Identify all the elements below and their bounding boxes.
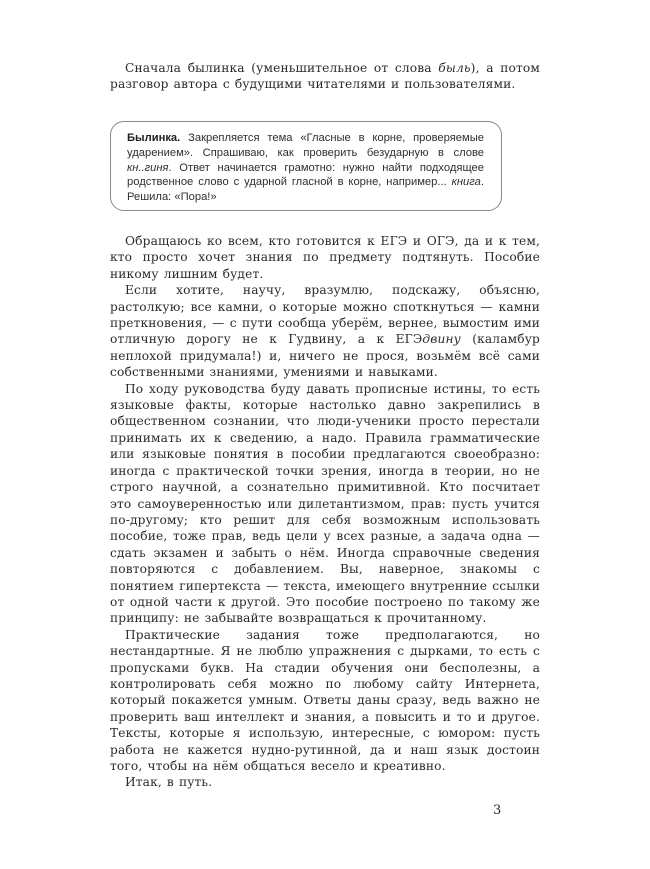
callout-italic-word: книга	[451, 176, 481, 189]
paragraph-2-text: (каламбур неплохой придумала!) и, ничего не прося, возьмём всё сами собственными знаниями, умениями и навыками.	[110, 332, 541, 380]
paragraph-5: Итак, в путь.	[125, 775, 213, 790]
paragraph-4: Практические задания тоже предполагаются, но нестандартные. Я не люблю упражнения с дырками, то есть с пропусками букв. На стадии обучения они бесполезны, а контролировать себя можно по любому сайту Интернета, который покажется умным. Ответы даны сразу, ведь важно не проверить ваш интеллект и знания, а повысить и то и другое. Тексты, которые я использую, интересные, с юмором: пусть работа не кажется нудно-рутинной, да и наш язык достоин того, чтобы на нём общаться весело и креативно.	[110, 627, 540, 773]
paragraph-2-text: Если хотите, научу, вразумлю, подскажу, объясню, растолкую; все камни, о которые можно споткнуться — камни преткновения, — с пути сообща уберём, вернее, вымостим ими отличную дорогу не к Гудвину, а к ЕГЭ	[110, 283, 540, 347]
page-number: 3	[493, 803, 502, 818]
intro-italic-word: быль	[438, 61, 471, 75]
main-text	[110, 233, 540, 791]
callout-text-part: Закрепляется тема «Гласные в корне, проверяемые ударением». Спрашиваю, как проверить безударную в слове	[127, 132, 484, 159]
callout-text-part: . Ответ начинается грамотно: нужно найти подходящее родственное слово с ударной гласной в корне, например...	[127, 161, 484, 189]
intro-text-start: Сначала былинка (уменьшительное от слова	[125, 61, 439, 75]
intro-paragraph	[110, 60, 540, 93]
callout-label: Былинка.	[127, 132, 181, 144]
paragraph-1: Обращаюсь ко всем, кто готовится к ЕГЭ и ОГЭ, да и к тем, кто просто хочет знания по предмету подтянуть. Пособие никому лишним будет.	[110, 234, 540, 281]
intro-text-end: ), а потом разговор автора с будущими читателями и пользователями.	[110, 61, 540, 92]
callout-text-part: . Решила: «Пора!»	[127, 176, 484, 204]
paragraph-3: По ходу руководства буду давать прописные истины, то есть языковые факты, которые настолько давно закрепились в общественном сознании, что люди-ученики просто перестали принимать их к сведению, а надо. Правила грамматические или языковые понятия в пособии предлагаются своеобразно: иногда с практической точки зрения, иногда в теории, но не строго научной, а сознательно примитивной. Кто посчитает это самоуверенностью или дилетантизмом, прав: пусть учится по-другому; кто решит для себя возможным использовать пособие, тоже прав, ведь цели у всех разные, а задача одна — сдать экзамен и забыть о нём. Иногда справочные сведения повторяются с добавлением. Вы, наверное, знакомы с понятием гипертекста — текста, имеющего внутренние ссылки от одной части к другой. Это пособие построено по такому же принципу: не забывайте возвращаться к прочитанному.	[110, 381, 540, 626]
paragraph-2	[110, 282, 540, 380]
intro-text	[110, 60, 540, 93]
paragraph-2-italic: двину	[422, 332, 461, 347]
callout-text	[127, 131, 484, 205]
callout-italic-word: кн..гиня	[127, 161, 169, 174]
